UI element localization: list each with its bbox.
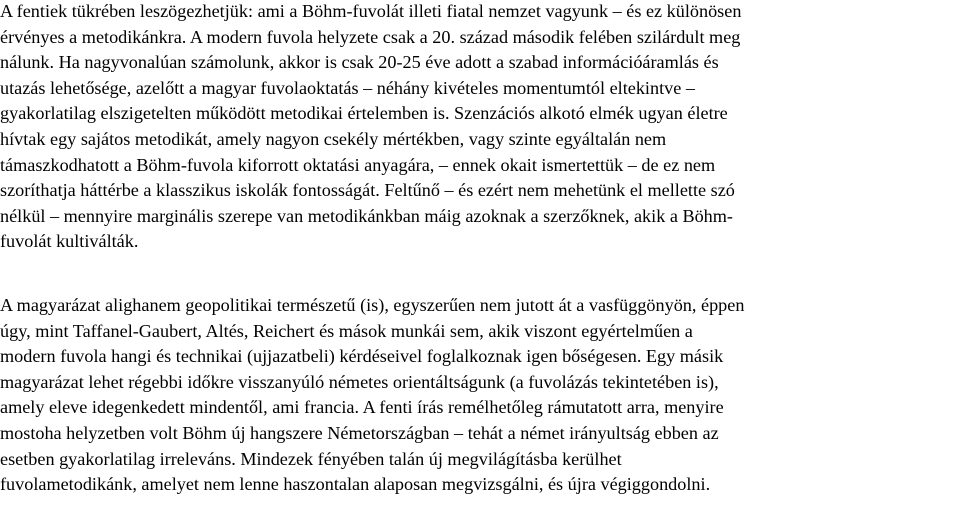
text-line: mostoha helyzetben volt Böhm új hangszere Németországban – tehát a német irányultság ebben az xyxy=(0,422,719,443)
text-line: úgy, mint Taffanel-Gaubert, Altés, Reichert és mások munkái sem, akik viszont egyértelműen a xyxy=(0,320,693,341)
text-line: nélkül – mennyire marginális szerepe van metodikánkban máig azoknak a szerzőknek, akik a Böhm- xyxy=(0,205,733,226)
text-line: utazás lehetősége, azelőtt a magyar fuvolaoktatás – néhány kivételes momentumtól eltekintve – xyxy=(0,77,695,98)
text-line: fuvolametodikánk, amelyet nem lenne haszontalan alaposan megvizsgálni, és újra végiggondolni. xyxy=(0,474,711,495)
text-line: amely eleve idegenkedett mindentől, ami francia. A fenti írás remélhetőleg rámutatott arra, menyire xyxy=(0,397,724,418)
text-line: modern fuvola hangi és technikai (ujjazatbeli) kérdéseivel foglalkoznak igen bőségesen. Egy másik xyxy=(0,346,724,367)
text-line: A fentiek tükrében leszögezhetjük: ami a Böhm-fuvolát illeti fiatal nemzet vagyunk – és ez különösen xyxy=(0,1,742,21)
paragraph-1 xyxy=(0,0,741,255)
text-line: szoríthatja háttérbe a klasszikus iskolák fontosságát. Feltűnő – és ezért nem mehetünk el mellette szó xyxy=(0,180,735,201)
text-line: hívtak egy sajátos metodikát, amely nagyon csekély mértékben, vagy szinte egyáltalán nem xyxy=(0,128,667,149)
text-line: nálunk. Ha nagyvonalúan számolunk, akkor is csak 20-25 éve adott a szabad információáramlás és xyxy=(0,52,719,73)
text-line: magyarázat lehet régebbi időkre visszanyúló németes orientáltságunk (a fuvolázás tekintetében is), xyxy=(0,371,719,392)
text-line: érvényes a metodikánkra. A modern fuvola helyzete csak a 20. század második felében szilárdult meg xyxy=(0,26,741,47)
text-line: gyakorlatilag elszigetelten működött metodikai értelemben is. Szenzációs alkotó elmék ugyan életre xyxy=(0,103,728,124)
text-line: esetben gyakorlatilag irreleváns. Mindezek fényében talán új megvilágításba kerülhet xyxy=(0,448,622,469)
text-line: A magyarázat alighanem geopolitikai természetű (is), egyszerűen nem jutott át a vasfüggönyön, éppen xyxy=(0,295,745,315)
text-line: támaszkodhatott a Böhm-fuvola kiforrott oktatási anyagára, – ennek okait ismertettük – de ez nem xyxy=(0,154,716,175)
paragraph-2 xyxy=(0,293,744,498)
text-line: fuvolát kultiválták. xyxy=(0,231,139,252)
